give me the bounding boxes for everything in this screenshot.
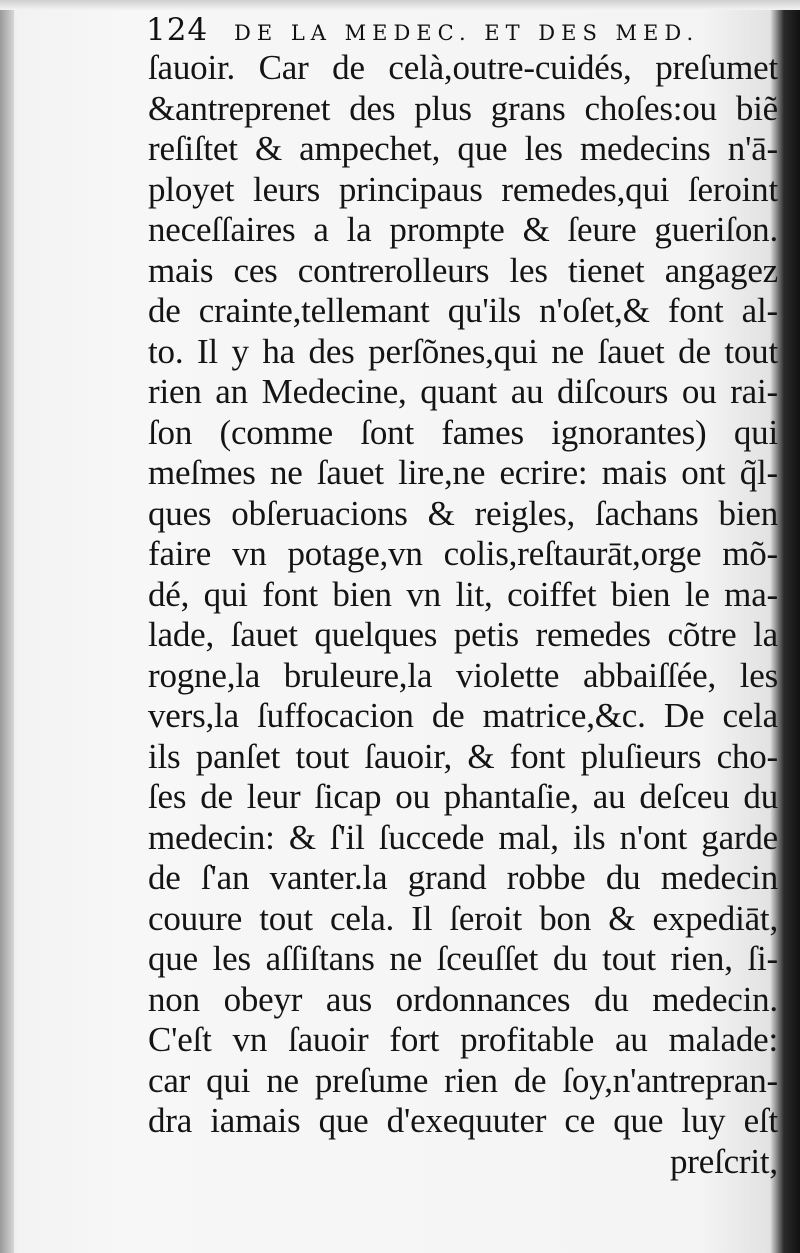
text-line: rien an Medecine, quant au diſcours ou rai- [148,372,778,411]
text-line: ques obſeruacions & reigles, ſachans bien [148,493,778,533]
text-line: meſmes ne ſauet lire,ne ecrire: mais ont q̃l- [148,453,778,492]
page-top-edge [0,0,800,10]
text-line: que les aſſiſtans ne ſceuſſet du tout rien, ſi- [148,939,778,978]
text-line: faire vn potage,vn colis,reſtaurāt,orge mõ- [148,534,778,573]
text-line: dra iamais que d'exequuter ce que luy eſt [148,1101,778,1140]
text-line: ployet leurs principaus remedes,qui ſeroint [148,169,778,209]
text-line: couure tout cela. Il ſeroit bon & expediāt, [148,898,778,938]
text-line: C'eſt vn ſauoir fort profitable au malade: [148,1020,778,1059]
text-line: ils panſet tout ſauoir, & font pluſieurs cho- [148,736,778,776]
text-line: vers,la ſuffocacion de matrice,&c. De cela [148,696,778,735]
running-head: DE LA MEDEC. ET DES MED. [234,21,700,45]
page-number: 124 [146,12,209,48]
text-line: neceſſaires a la prompte & ſeure gueriſon. [148,210,778,249]
page-binding-shadow [0,0,14,1253]
text-line-last: preſcrit, [669,1141,778,1181]
text-line: de crainte,tellemant qu'ils n'oſet,& font al- [148,291,778,330]
text-line: ſes de leur ſicap ou phantaſie, au deſceu du [148,777,778,816]
text-line: de ſ'an vanter.la grand robbe du medecin [148,858,778,897]
text-line: ſon (comme ſont fames ignorantes) qui [148,412,778,452]
text-line: &antreprenet des plus grans choſes:ou biẽ [148,88,778,128]
body-text [148,48,778,1182]
text-line: lade, ſauet quelques petis remedes cõtre la [148,615,778,654]
text-line: dé, qui font bien vn lit, coiffet bien le ma- [148,574,778,614]
text-line: mais ces contrerolleurs les tienet angagez [148,250,778,290]
text-line: non obeyr aus ordonnances du medecin. [148,979,778,1019]
text-line: rogne,la bruleure,la violette abbaiſſée, les [148,655,778,695]
text-line: ſauoir. Car de celà,outre-cuidés, preſumet [148,48,778,87]
page-header [146,12,766,48]
text-line: medecin: & ſ'il ſuccede mal, ils n'ont garde [148,817,778,857]
text-line: car qui ne preſume rien de ſoy,n'antrepran- [148,1060,778,1100]
text-line: to. Il y ha des perſõnes,qui ne ſauet de tout [148,331,778,371]
text-line: reſiſtet & ampechet, que les medecins n'ā- [148,129,778,168]
